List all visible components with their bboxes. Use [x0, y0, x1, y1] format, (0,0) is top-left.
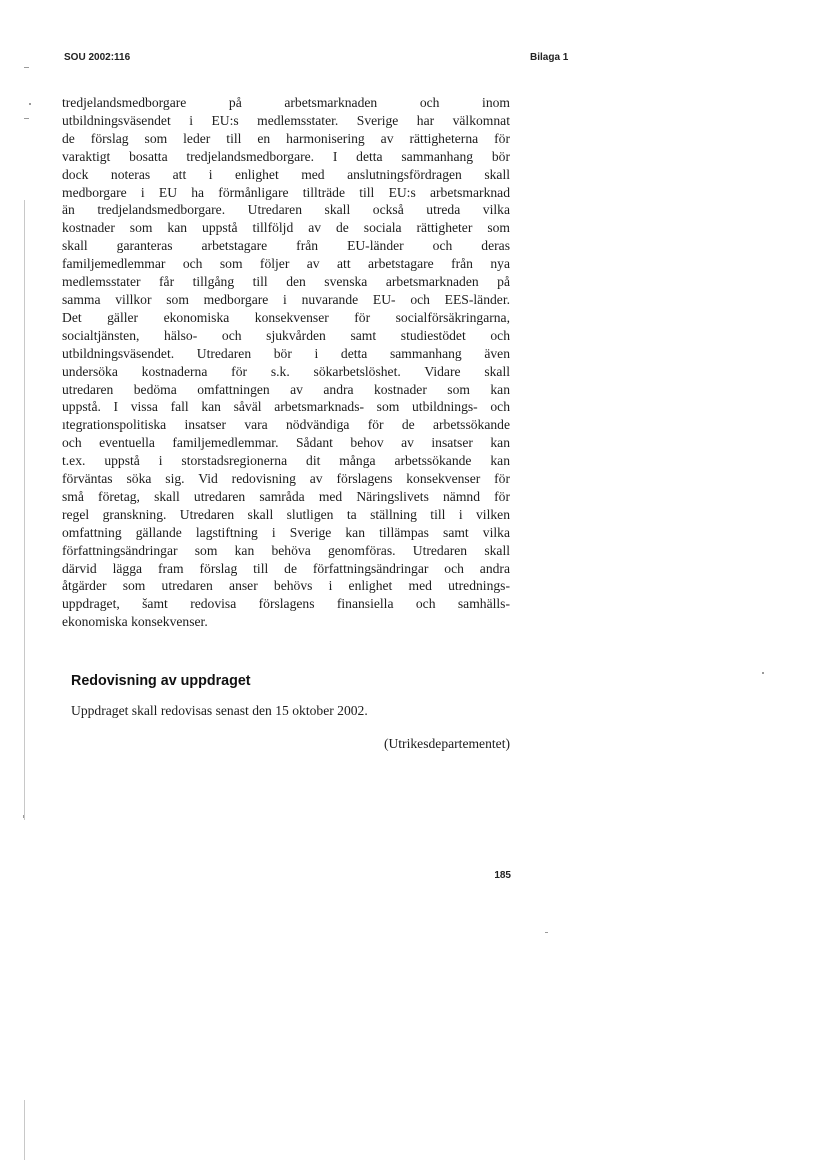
scan-edge-line [24, 1100, 25, 1160]
body-paragraph [62, 94, 510, 631]
report-id: SOU 2002:116 [64, 52, 131, 63]
body-line: därvid lägga fram förslag till de författningsändringar och andra [62, 560, 510, 576]
body-line: medlemsstater får tillgång till den svenska arbetsmarknaden på [62, 274, 510, 290]
deadline-text: Uppdraget skall redovisas senast den 15 oktober 2002. [71, 703, 368, 718]
body-line: åtgärder som utredaren anser behövs i enlighet med utrednings- [62, 578, 510, 594]
body-line: skall garanteras arbetstagare från EU-länder och deras [62, 238, 510, 254]
scan-speck [24, 118, 29, 119]
body-line: än tredjelandsmedborgare. Utredaren skall också utreda vilka [62, 202, 510, 218]
body-line: samma villkor som medborgare i nuvarande EU- och EES-länder. [62, 291, 510, 307]
body-line: utredaren bedöma omfattningen av andra kostnader som kan [62, 381, 510, 397]
body-line: och eventuella familjemedlemmar. Sådant behov av insatser kan [62, 435, 510, 451]
scan-edge-line [24, 200, 25, 820]
body-line: Det gäller ekonomiska konsekvenser för socialförsäkringarna, [62, 309, 510, 325]
section-heading: Redovisning av uppdraget [71, 673, 251, 689]
page-number: 185 [494, 870, 511, 881]
body-line: undersöka kostnaderna för s.k. sökarbetslöshet. Vidare skall [62, 363, 510, 379]
body-line: socialtjänsten, hälso- och sjukvården samt studiestödet och [62, 327, 510, 343]
body-line: uppstå. I vissa fall kan såväl arbetsmarknads- som utbildnings- och [62, 399, 510, 415]
body-line: utbildningsväsendet. Utredaren bör i detta sammanhang även [62, 345, 510, 361]
scan-speck [24, 67, 29, 68]
body-line: omfattning gällande lagstiftning i Sverige kan tillämpas samt vilka [62, 524, 510, 540]
body-line: uppdraget, šamt redovisa förslagens finansiella och samhälls- [62, 596, 510, 612]
appendix-label: Bilaga 1 [530, 52, 569, 63]
body-line: familjemedlemmar och som följer av att arbetstagare från nya [62, 256, 510, 272]
body-line: de förslag som leder till en harmonisering av rättigheterna för [62, 130, 510, 146]
body-line: t.ex. uppstå i storstadsregionerna dit många arbetssökande kan [62, 453, 510, 469]
body-line: varaktigt bosatta tredjelandsmedborgare. I detta sammanhang bör [62, 148, 510, 164]
scan-speck [762, 672, 764, 674]
body-line: tredjelandsmedborgare på arbetsmarknaden och inom [62, 95, 510, 110]
body-line: utbildningsväsendet i EU:s medlemsstater. Sverige har välkomnat [62, 112, 510, 128]
body-line: medborgare i EU ha förmånligare tillträde till EU:s arbetsmarknad [62, 184, 510, 200]
body-line: ekonomiska konsekvenser. [62, 614, 208, 630]
body-line: små företag, skall utredaren samråda med Näringslivets nämnd för [62, 488, 510, 504]
body-line: ıtegrationspolitiska insatser vara nödvändiga för de arbetssökande [62, 417, 510, 433]
department-signature: (Utrikesdepartementet) [383, 736, 510, 751]
body-line: förväntas söka sig. Vid redovisning av förslagens konsekvenser för [62, 471, 510, 487]
body-line: författningsändringar som kan behöva genomföras. Utredaren skall [62, 542, 510, 558]
scan-speck [29, 103, 31, 105]
body-line: regel granskning. Utredaren skall slutligen ta ställning till i vilken [62, 506, 510, 522]
scan-speck [545, 932, 548, 933]
body-line: dock noteras att i enlighet med anslutningsfördragen skall [62, 166, 510, 182]
body-line: kostnader som kan uppstå tillföljd av de sociala rättigheter som [62, 220, 510, 236]
